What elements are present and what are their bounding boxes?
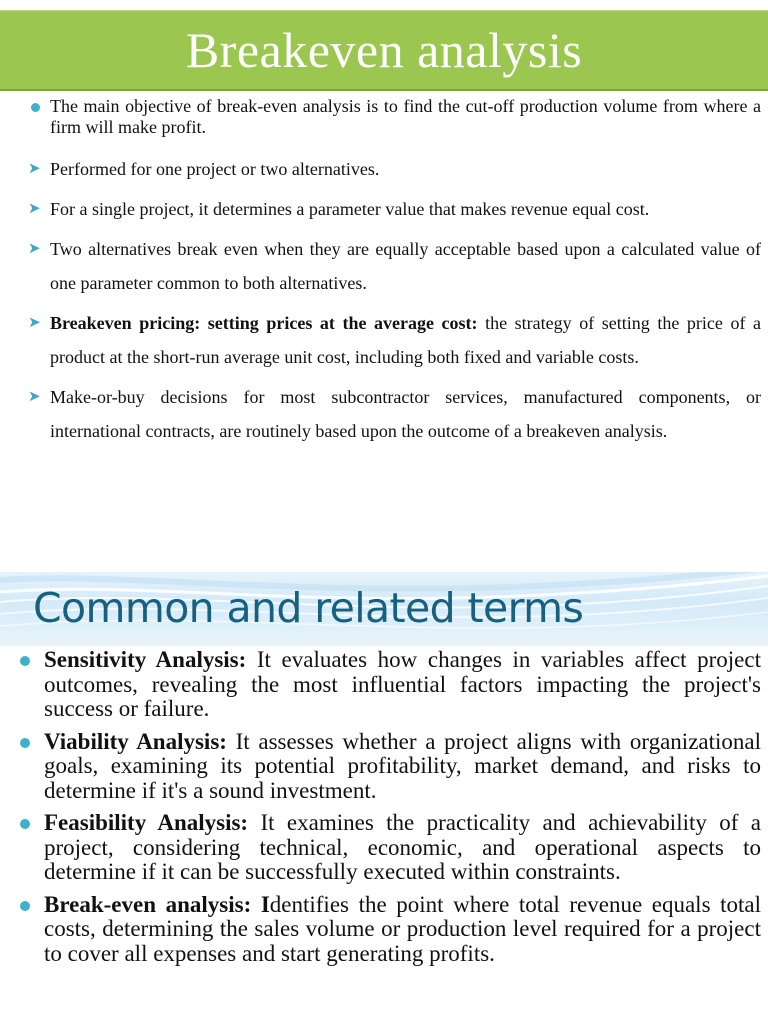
bullet-dot-icon (20, 656, 30, 666)
bullet-dot-icon (20, 819, 30, 829)
bullet-text: Performed for one project or two alternatives. (50, 159, 380, 179)
intro-bullet (28, 96, 761, 138)
arrow-bullet-icon: ➤ (28, 389, 41, 405)
bullet-dot-icon (20, 901, 30, 911)
arrow-bullet-icon: ➤ (28, 241, 41, 257)
arrow-bullet-5 (28, 380, 761, 448)
title-bar (0, 10, 768, 91)
term-name: Break-even analysis: I (44, 891, 270, 917)
bullet-text: For a single project, it determines a parameter value that makes revenue equal cost. (50, 199, 650, 219)
term-description: It assesses whether a project aligns with organizational goals, examining its potential profitability, market demand, and risks to determine if it's a sound investment. (44, 728, 761, 803)
terms-list (20, 648, 761, 974)
slide-title: Breakeven analysis (185, 22, 583, 78)
arrow-bullet-icon: ➤ (28, 315, 41, 331)
term-item (20, 811, 761, 885)
term-name: Feasibility Analysis: (44, 810, 249, 835)
wave-header (0, 572, 768, 646)
slide-content (28, 96, 761, 454)
slide-common-terms (0, 572, 768, 1024)
term-name: Viability Analysis: (44, 728, 227, 754)
arrow-bullet-icon: ➤ (28, 161, 41, 177)
arrow-bullet-4 (28, 306, 761, 374)
bullet-dot-icon (20, 738, 30, 748)
intro-text: The main objective of break-even analysis is to find the cut-off production volume from where a firm will make profit. (50, 96, 761, 137)
arrow-bullet-2 (28, 192, 761, 226)
bullet-text: Make-or-buy decisions for most subcontractor services, manufactured components, or international contracts, are routinely based upon the outcome of a breakeven analysis. (50, 387, 761, 441)
arrow-bullet-icon: ➤ (28, 201, 41, 217)
term-item (20, 648, 761, 722)
term-description: It evaluates how changes in variables affect project outcomes, revealing the most influential factors impacting the project's success or failure. (44, 647, 761, 721)
slide-title: Common and related terms (33, 584, 584, 632)
term-description: dentifies the point where total revenue equals total costs, determining the sales volume or production level required for a project to cover all expenses and start generating profits. (44, 891, 761, 966)
bullet-text: the strategy of setting the price of a product at the short-run average unit cost, including both fixed and variable costs. (50, 313, 761, 367)
term-name: Sensitivity Analysis: (44, 647, 247, 672)
bullet-bold-text: Breakeven pricing: setting prices at the average cost: (50, 313, 478, 333)
bullet-text: Two alternatives break even when they are equally acceptable based upon a calculated value of one parameter common to both alternatives. (50, 239, 761, 293)
term-item (20, 730, 761, 804)
arrow-bullet-1 (28, 152, 761, 186)
bullet-dot-icon (28, 96, 40, 117)
term-description: It examines the practicality and achievability of a project, considering technical, economic, and operational aspects to determine if it can be successfully executed within constraints. (44, 810, 762, 884)
arrow-bullet-3 (28, 232, 761, 300)
term-item (20, 893, 761, 967)
